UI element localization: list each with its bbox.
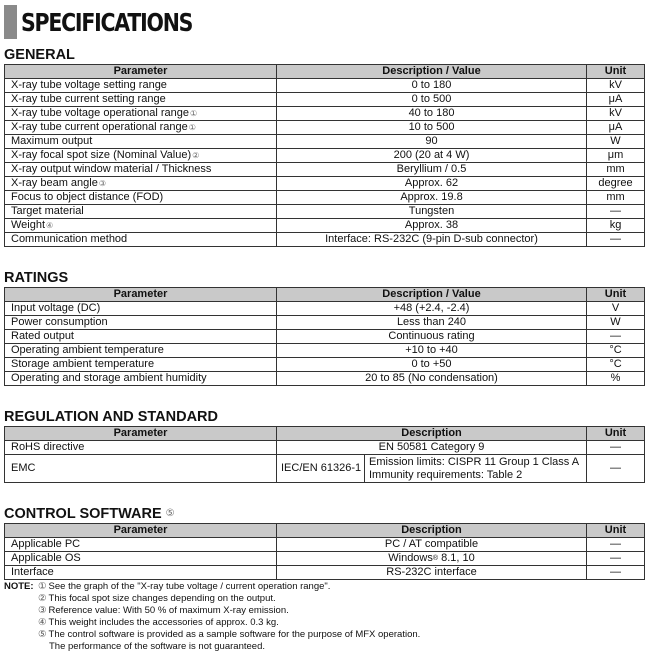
parameter-text: X-ray tube current operational range bbox=[11, 121, 188, 133]
table-row bbox=[5, 358, 645, 372]
regulation-section bbox=[4, 409, 644, 483]
software-heading-footnote: ⑤ bbox=[165, 508, 175, 519]
rohs-unit: — bbox=[587, 441, 645, 455]
table-row bbox=[5, 177, 645, 191]
header-parameter: Parameter bbox=[5, 427, 277, 441]
note-body bbox=[38, 641, 265, 653]
table-row bbox=[5, 372, 645, 386]
unit-cell: μA bbox=[587, 93, 645, 107]
note-text: The control software is provided as a sample software for the purpose of MFX operation. bbox=[48, 629, 421, 640]
general-table bbox=[4, 64, 645, 247]
value-cell: +10 to +40 bbox=[277, 344, 587, 358]
note-item bbox=[4, 605, 644, 617]
parameter-cell bbox=[5, 135, 277, 149]
table-row bbox=[5, 344, 645, 358]
parameter-cell: Operating ambient temperature bbox=[5, 344, 277, 358]
table-row bbox=[5, 163, 645, 177]
table-row bbox=[5, 205, 645, 219]
rohs-value: EN 50581 Category 9 bbox=[277, 441, 587, 455]
table-header-row bbox=[5, 524, 645, 538]
table-row bbox=[5, 455, 645, 483]
header-unit: Unit bbox=[587, 288, 645, 302]
ratings-section bbox=[4, 270, 644, 386]
note-item bbox=[4, 617, 644, 629]
parameter-text: X-ray tube voltage setting range bbox=[11, 79, 167, 91]
unit-cell: — bbox=[587, 205, 645, 219]
parameter-text: Focus to object distance (FOD) bbox=[11, 191, 164, 203]
note-mark: ① bbox=[38, 581, 47, 592]
value-text: Windows bbox=[388, 552, 433, 564]
unit-cell: kV bbox=[587, 107, 645, 121]
general-heading: GENERAL bbox=[4, 47, 75, 63]
table-header-row bbox=[5, 288, 645, 302]
header-unit: Unit bbox=[587, 524, 645, 538]
header-description: Description bbox=[277, 524, 587, 538]
value-cell: 0 to +50 bbox=[277, 358, 587, 372]
value-cell: Beryllium / 0.5 bbox=[277, 163, 587, 177]
title-accent-bar bbox=[4, 5, 17, 39]
table-row bbox=[5, 330, 645, 344]
table-row bbox=[5, 302, 645, 316]
page-title bbox=[4, 4, 230, 40]
parameter-cell: Rated output bbox=[5, 330, 277, 344]
value-cell bbox=[277, 552, 587, 566]
value-cell: 10 to 500 bbox=[277, 121, 587, 135]
registered-mark: ® bbox=[432, 555, 439, 562]
unit-cell: kV bbox=[587, 79, 645, 93]
table-header-row bbox=[5, 427, 645, 441]
value-cell: Less than 240 bbox=[277, 316, 587, 330]
parameter-text: Weight bbox=[11, 219, 46, 231]
unit-cell: — bbox=[587, 330, 645, 344]
unit-cell: μm bbox=[587, 149, 645, 163]
value-cell: 40 to 180 bbox=[277, 107, 587, 121]
table-row bbox=[5, 107, 645, 121]
unit-cell: μA bbox=[587, 121, 645, 135]
unit-cell: kg bbox=[587, 219, 645, 233]
note-body bbox=[38, 593, 276, 605]
value-cell: 90 bbox=[277, 135, 587, 149]
header-description: Description / Value bbox=[277, 65, 587, 79]
parameter-text: X-ray tube voltage operational range bbox=[11, 107, 189, 119]
parameter-cell bbox=[5, 93, 277, 107]
table-row bbox=[5, 538, 645, 552]
table-row bbox=[5, 93, 645, 107]
parameter-cell bbox=[5, 107, 277, 121]
rohs-parameter: RoHS directive bbox=[5, 441, 277, 455]
emc-emission: Emission limits: CISPR 11 Group 1 Class A bbox=[369, 455, 580, 468]
notes bbox=[4, 581, 644, 653]
software-heading bbox=[4, 506, 644, 522]
note-item bbox=[4, 581, 644, 593]
ratings-table bbox=[4, 287, 645, 386]
footnote-mark: ① bbox=[188, 123, 196, 132]
header-unit: Unit bbox=[587, 427, 645, 441]
table-row bbox=[5, 233, 645, 247]
software-section bbox=[4, 506, 644, 580]
value-cell: +48 (+2.4, -2.4) bbox=[277, 302, 587, 316]
parameter-text: Maximum output bbox=[11, 135, 93, 147]
note-label-spacer bbox=[4, 629, 38, 641]
note-mark: ④ bbox=[38, 617, 47, 628]
parameter-cell bbox=[5, 219, 277, 233]
value-text: RS-232C interface bbox=[386, 566, 477, 578]
parameter-text: X-ray focal spot size (Nominal Value) bbox=[11, 149, 192, 161]
parameter-text: X-ray tube current setting range bbox=[11, 93, 166, 105]
parameter-cell bbox=[5, 233, 277, 247]
emc-parameter: EMC bbox=[5, 455, 277, 483]
unit-cell: degree bbox=[587, 177, 645, 191]
note-body bbox=[38, 581, 330, 593]
value-cell: 0 to 180 bbox=[277, 79, 587, 93]
unit-cell: mm bbox=[587, 163, 645, 177]
value-text: PC / AT compatible bbox=[384, 538, 479, 550]
table-row bbox=[5, 552, 645, 566]
ratings-heading: RATINGS bbox=[4, 270, 69, 286]
note-mark: ③ bbox=[38, 605, 47, 616]
parameter-text: X-ray beam angle bbox=[11, 177, 98, 189]
regulation-table bbox=[4, 426, 645, 483]
footnote-mark: ② bbox=[192, 151, 200, 160]
note-label-spacer bbox=[4, 593, 38, 605]
table-row bbox=[5, 149, 645, 163]
unit-cell: % bbox=[587, 372, 645, 386]
unit-cell: °C bbox=[587, 344, 645, 358]
table-row bbox=[5, 219, 645, 233]
software-table bbox=[4, 523, 645, 580]
unit-cell: — bbox=[587, 566, 645, 580]
header-description: Description / Value bbox=[277, 288, 587, 302]
value-cell: Interface: RS-232C (9-pin D-sub connector) bbox=[277, 233, 587, 247]
table-row bbox=[5, 566, 645, 580]
parameter-cell bbox=[5, 177, 277, 191]
table-row bbox=[5, 191, 645, 205]
header-description: Description bbox=[277, 427, 587, 441]
table-row bbox=[5, 135, 645, 149]
parameter-cell: Input voltage (DC) bbox=[5, 302, 277, 316]
value-cell bbox=[277, 538, 587, 552]
parameter-cell bbox=[5, 121, 277, 135]
software-heading-text: CONTROL SOFTWARE bbox=[4, 506, 162, 522]
value-cell: 0 to 500 bbox=[277, 93, 587, 107]
page-title-text: SPECIFICATIONS bbox=[21, 7, 193, 37]
header-parameter: Parameter bbox=[5, 288, 277, 302]
value-cell: 200 (20 at 4 W) bbox=[277, 149, 587, 163]
table-row bbox=[5, 441, 645, 455]
regulation-heading: REGULATION AND STANDARD bbox=[4, 409, 218, 425]
header-unit: Unit bbox=[587, 65, 645, 79]
footnote-mark: ③ bbox=[98, 179, 106, 188]
unit-cell: mm bbox=[587, 191, 645, 205]
footnote-mark: ④ bbox=[46, 221, 54, 230]
note-text: Reference value: With 50 % of maximum X-ray emission. bbox=[48, 605, 289, 616]
table-row bbox=[5, 121, 645, 135]
unit-cell: — bbox=[587, 538, 645, 552]
table-header-row bbox=[5, 65, 645, 79]
value-cell: Tungsten bbox=[277, 205, 587, 219]
parameter-cell: Applicable PC bbox=[5, 538, 277, 552]
note-text: See the graph of the "X-ray tube voltage / current operation range". bbox=[48, 581, 331, 592]
unit-cell: W bbox=[587, 316, 645, 330]
unit-cell: W bbox=[587, 135, 645, 149]
table-row bbox=[5, 316, 645, 330]
emc-unit: — bbox=[587, 455, 645, 483]
parameter-cell: Storage ambient temperature bbox=[5, 358, 277, 372]
note-body bbox=[38, 605, 289, 617]
value-cell: Continuous rating bbox=[277, 330, 587, 344]
note-item bbox=[4, 641, 644, 653]
note-mark: ② bbox=[38, 593, 47, 604]
parameter-cell: Interface bbox=[5, 566, 277, 580]
value-cell bbox=[277, 566, 587, 580]
parameter-cell bbox=[5, 79, 277, 93]
note-mark: ⑤ bbox=[38, 629, 47, 640]
parameter-text: X-ray output window material / Thickness bbox=[11, 163, 212, 175]
value-cell: 20 to 85 (No condensation) bbox=[277, 372, 587, 386]
note-body bbox=[38, 617, 279, 629]
table-row bbox=[5, 79, 645, 93]
parameter-cell bbox=[5, 191, 277, 205]
note-label-spacer bbox=[4, 641, 38, 653]
unit-cell: V bbox=[587, 302, 645, 316]
value-cell: Approx. 19.8 bbox=[277, 191, 587, 205]
parameter-cell bbox=[5, 163, 277, 177]
unit-cell: °C bbox=[587, 358, 645, 372]
parameter-cell: Operating and storage ambient humidity bbox=[5, 372, 277, 386]
emc-immunity: Immunity requirements: Table 2 bbox=[369, 468, 523, 481]
parameter-cell bbox=[5, 205, 277, 219]
parameter-text: Communication method bbox=[11, 233, 128, 245]
value-cell: Approx. 62 bbox=[277, 177, 587, 191]
note-text: This weight includes the accessories of approx. 0.3 kg. bbox=[48, 617, 279, 628]
parameter-text: Target material bbox=[11, 205, 84, 217]
parameter-cell bbox=[5, 149, 277, 163]
unit-cell: — bbox=[587, 552, 645, 566]
note-item bbox=[4, 593, 644, 605]
general-section bbox=[4, 47, 644, 247]
note-label-spacer bbox=[4, 617, 38, 629]
note-item bbox=[4, 629, 644, 641]
emc-standard: IEC/EN 61326-1 bbox=[277, 455, 365, 483]
note-text: The performance of the software is not guaranteed. bbox=[49, 641, 265, 652]
emc-description bbox=[365, 455, 587, 483]
parameter-cell: Applicable OS bbox=[5, 552, 277, 566]
value-suffix: 8.1, 10 bbox=[438, 552, 475, 564]
value-cell: Approx. 38 bbox=[277, 219, 587, 233]
header-parameter: Parameter bbox=[5, 524, 277, 538]
note-label-spacer bbox=[4, 605, 38, 617]
parameter-cell: Power consumption bbox=[5, 316, 277, 330]
unit-cell: — bbox=[587, 233, 645, 247]
footnote-mark: ① bbox=[189, 109, 198, 118]
note-body bbox=[38, 629, 420, 641]
header-parameter: Parameter bbox=[5, 65, 277, 79]
note-text: This focal spot size changes depending on the output. bbox=[48, 593, 276, 604]
note-label: NOTE: bbox=[4, 581, 34, 592]
